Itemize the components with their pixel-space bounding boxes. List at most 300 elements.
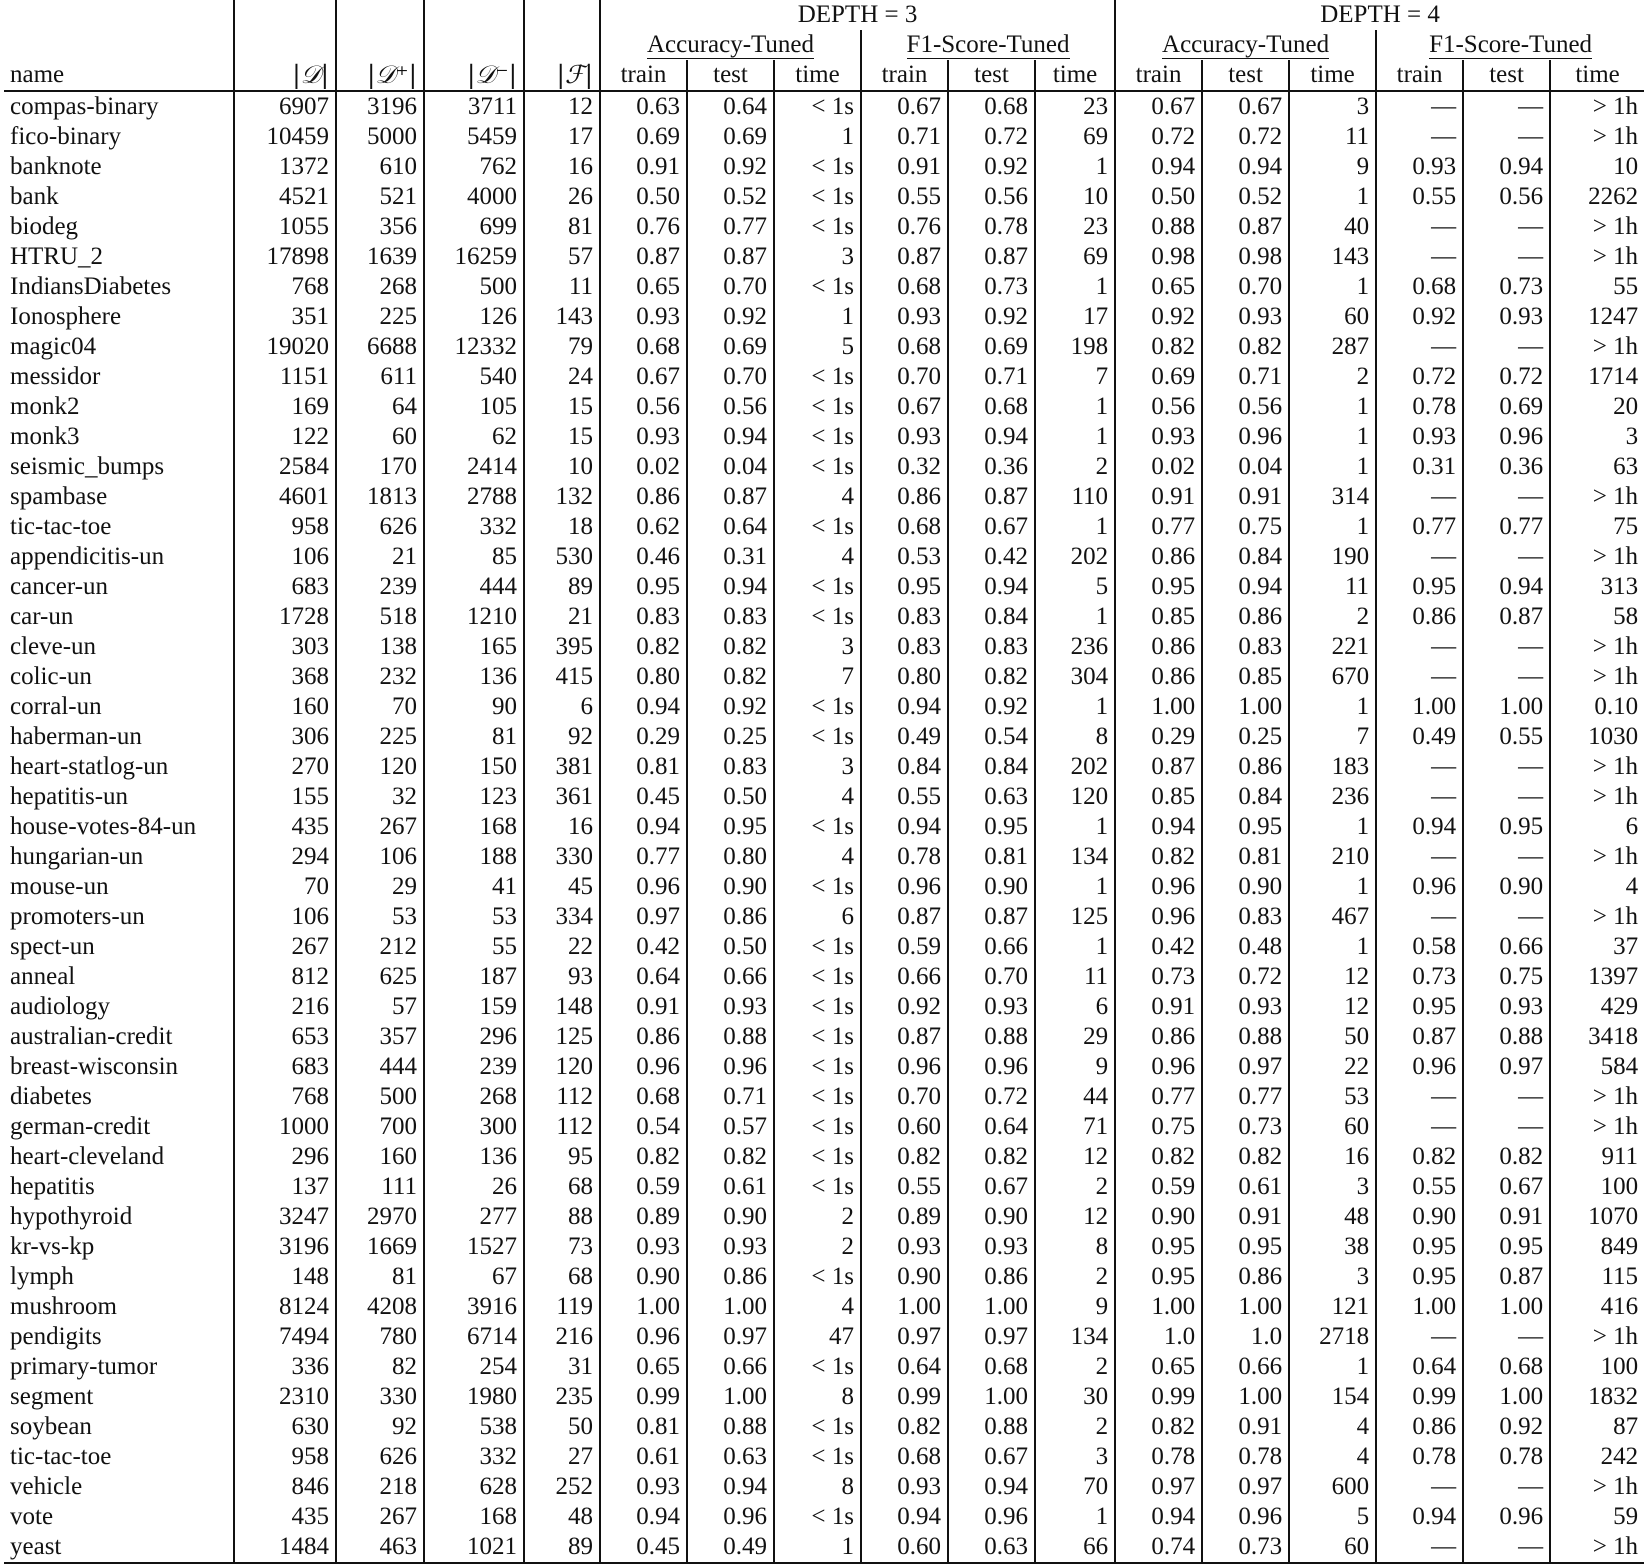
cell-d3-f1-test: 0.92	[948, 152, 1035, 182]
cell-d3-acc-test: 0.63	[687, 1442, 774, 1472]
cell-negatives: 296	[424, 1022, 524, 1052]
cell-d3-acc-time: 3	[774, 632, 861, 662]
cell-d4-f1-time: 59	[1550, 1502, 1644, 1532]
cell-d3-acc-test: 1.00	[687, 1292, 774, 1322]
cell-d4-f1-train: 0.96	[1376, 1052, 1463, 1082]
cell-d3-acc-time: 4	[774, 482, 861, 512]
cell-d4-f1-train: 0.82	[1376, 1142, 1463, 1172]
cell-d4-f1-time: > 1h	[1550, 662, 1644, 692]
cell-name: pendigits	[10, 1323, 102, 1350]
cell-d4-f1-train: —	[1376, 212, 1463, 242]
cell-d3-acc-test: 0.50	[687, 932, 774, 962]
cell-d3-f1-time: 71	[1035, 1112, 1115, 1142]
cell-d3-acc-test: 0.52	[687, 182, 774, 212]
cell-d3-acc-time: 2	[774, 1202, 861, 1232]
table-row	[4, 542, 1644, 572]
cell-d3-f1-train: 0.83	[861, 632, 948, 662]
cell-d3-acc-train: 0.80	[600, 662, 687, 692]
cell-d3-f1-time: 202	[1035, 542, 1115, 572]
cell-d4-acc-train: 0.82	[1115, 332, 1202, 362]
cell-name: magic04	[10, 333, 97, 360]
cell-name: house-votes-84-un	[10, 813, 197, 840]
cell-d3-f1-test: 0.88	[948, 1022, 1035, 1052]
cell-d3-f1-time: 1	[1035, 422, 1115, 452]
cell-negatives: 628	[424, 1472, 524, 1502]
cell-d4-f1-test: —	[1463, 1112, 1550, 1142]
cell-d4-f1-test: —	[1463, 542, 1550, 572]
cell-d3-acc-train: 0.94	[600, 812, 687, 842]
cell-d4-f1-test: 0.97	[1463, 1052, 1550, 1082]
cell-positives: 626	[336, 1442, 424, 1472]
cell-negatives: 136	[424, 1142, 524, 1172]
cell-d3-acc-test: 0.82	[687, 1142, 774, 1172]
cell-features: 17	[524, 122, 600, 152]
table-row	[4, 272, 1644, 302]
table-row	[4, 152, 1644, 182]
cell-d3-f1-time: 44	[1035, 1082, 1115, 1112]
cell-d4-acc-time: 1	[1289, 1352, 1376, 1382]
cell-d4-acc-test: 0.93	[1202, 992, 1289, 1022]
cell-d3-acc-time: < 1s	[774, 602, 861, 632]
cell-d4-f1-time: 115	[1550, 1262, 1644, 1292]
cell-negatives: 26	[424, 1172, 524, 1202]
cell-d3-acc-time: < 1s	[774, 452, 861, 482]
cell-positives: 32	[336, 782, 424, 812]
cell-dataset-size: 19020	[234, 332, 336, 362]
col-header-features: |ℱ|	[524, 60, 600, 91]
cell-positives: 500	[336, 1082, 424, 1112]
cell-d4-f1-train: 0.73	[1376, 962, 1463, 992]
cell-d4-f1-train: 1.00	[1376, 1292, 1463, 1322]
cell-d3-acc-train: 0.83	[600, 602, 687, 632]
cell-d3-acc-time: 47	[774, 1322, 861, 1352]
cell-positives: 53	[336, 902, 424, 932]
cell-d3-acc-time: 3	[774, 752, 861, 782]
cell-d4-f1-time: > 1h	[1550, 842, 1644, 872]
cell-d4-acc-train: 0.91	[1115, 992, 1202, 1022]
cell-d4-f1-time: 58	[1550, 602, 1644, 632]
cell-d4-acc-time: 1	[1289, 512, 1376, 542]
cell-d3-f1-time: 1	[1035, 602, 1115, 632]
cell-features: 361	[524, 782, 600, 812]
cell-features: 395	[524, 632, 600, 662]
cell-d3-acc-time: < 1s	[774, 1172, 861, 1202]
cell-d4-f1-test: 0.66	[1463, 932, 1550, 962]
cell-d4-acc-test: 0.77	[1202, 1082, 1289, 1112]
cell-d3-f1-train: 0.68	[861, 1442, 948, 1472]
cell-d4-acc-test: 0.84	[1202, 782, 1289, 812]
cell-d3-acc-test: 0.71	[687, 1082, 774, 1112]
table-row	[4, 392, 1644, 422]
cell-d4-f1-train: —	[1376, 242, 1463, 272]
cell-d3-acc-train: 0.56	[600, 392, 687, 422]
cell-positives: 64	[336, 392, 424, 422]
cell-d4-acc-train: 0.67	[1115, 91, 1202, 122]
cell-d3-acc-time: < 1s	[774, 1022, 861, 1052]
cell-d4-acc-time: 1	[1289, 872, 1376, 902]
table-row	[4, 182, 1644, 212]
cell-positives: 170	[336, 452, 424, 482]
cell-d3-acc-time: < 1s	[774, 1082, 861, 1112]
cell-name: heart-statlog-un	[10, 753, 169, 780]
cell-d4-acc-test: 0.95	[1202, 812, 1289, 842]
cell-features: 252	[524, 1472, 600, 1502]
cell-d4-acc-test: 1.00	[1202, 1292, 1289, 1322]
cell-d3-acc-train: 0.86	[600, 1022, 687, 1052]
table-row	[4, 752, 1644, 782]
cell-d3-f1-time: 8	[1035, 722, 1115, 752]
cell-features: 18	[524, 512, 600, 542]
cell-d3-f1-time: 10	[1035, 182, 1115, 212]
cell-d3-acc-time: 7	[774, 662, 861, 692]
cell-d3-acc-time: < 1s	[774, 992, 861, 1022]
cell-name: vehicle	[10, 1473, 83, 1500]
cell-d3-acc-test: 0.94	[687, 572, 774, 602]
cell-d3-f1-test: 0.94	[948, 572, 1035, 602]
cell-d3-acc-test: 0.66	[687, 962, 774, 992]
cell-d4-f1-time: 100	[1550, 1172, 1644, 1202]
cell-d3-acc-test: 0.70	[687, 362, 774, 392]
cell-d4-acc-train: 0.97	[1115, 1472, 1202, 1502]
cell-features: 16	[524, 152, 600, 182]
table-row	[4, 1502, 1644, 1532]
cell-d3-acc-time: 4	[774, 842, 861, 872]
cell-d4-f1-time: 584	[1550, 1052, 1644, 1082]
cell-d3-f1-train: 0.93	[861, 1232, 948, 1262]
cell-d4-f1-test: 0.96	[1463, 422, 1550, 452]
cell-d3-f1-test: 0.93	[948, 992, 1035, 1022]
cell-positives: 444	[336, 1052, 424, 1082]
cell-d3-acc-time: < 1s	[774, 91, 861, 122]
cell-features: 95	[524, 1142, 600, 1172]
cell-d3-acc-test: 0.95	[687, 812, 774, 842]
table-row	[4, 1532, 1644, 1563]
cell-d3-f1-train: 0.68	[861, 272, 948, 302]
cell-d4-acc-test: 0.75	[1202, 512, 1289, 542]
cell-name: HTRU_2	[10, 243, 104, 270]
table-row	[4, 122, 1644, 152]
cell-d3-f1-time: 198	[1035, 332, 1115, 362]
cell-d4-acc-time: 7	[1289, 722, 1376, 752]
cell-d3-f1-time: 29	[1035, 1022, 1115, 1052]
cell-d3-f1-train: 0.82	[861, 1412, 948, 1442]
cell-d3-f1-test: 0.94	[948, 1472, 1035, 1502]
cell-dataset-size: 10459	[234, 122, 336, 152]
cell-d3-acc-time: < 1s	[774, 1112, 861, 1142]
cell-d3-f1-test: 0.95	[948, 812, 1035, 842]
cell-d4-acc-train: 0.94	[1115, 1502, 1202, 1532]
col-header-train: train	[600, 60, 687, 91]
cell-d3-acc-train: 0.63	[600, 91, 687, 122]
cell-d4-acc-test: 0.48	[1202, 932, 1289, 962]
table-row	[4, 932, 1644, 962]
cell-name: bank	[10, 183, 59, 210]
cell-d3-f1-test: 0.84	[948, 752, 1035, 782]
cell-d3-f1-train: 0.93	[861, 422, 948, 452]
cell-d3-f1-test: 0.67	[948, 1442, 1035, 1472]
table-row	[4, 212, 1644, 242]
cell-d4-f1-test: 0.73	[1463, 272, 1550, 302]
cell-positives: 4208	[336, 1292, 424, 1322]
cell-d4-acc-train: 0.94	[1115, 152, 1202, 182]
cell-d3-acc-time: < 1s	[774, 362, 861, 392]
cell-d3-acc-test: 0.87	[687, 482, 774, 512]
cell-negatives: 538	[424, 1412, 524, 1442]
cell-d3-acc-train: 0.82	[600, 632, 687, 662]
cell-d3-acc-train: 0.89	[600, 1202, 687, 1232]
cell-name: banknote	[10, 153, 102, 180]
cell-d4-acc-time: 11	[1289, 122, 1376, 152]
cell-name: cancer-un	[10, 573, 109, 600]
cell-d4-acc-train: 0.95	[1115, 1232, 1202, 1262]
cell-d4-acc-time: 1	[1289, 182, 1376, 212]
cell-d4-f1-train: 0.95	[1376, 992, 1463, 1022]
cell-negatives: 165	[424, 632, 524, 662]
cell-d4-f1-time: > 1h	[1550, 1472, 1644, 1502]
cell-d3-f1-time: 134	[1035, 1322, 1115, 1352]
cell-d3-f1-time: 70	[1035, 1472, 1115, 1502]
cell-d4-acc-test: 0.85	[1202, 662, 1289, 692]
cell-d3-acc-train: 0.94	[600, 1502, 687, 1532]
cell-features: 68	[524, 1262, 600, 1292]
cell-features: 530	[524, 542, 600, 572]
cell-d4-f1-test: 0.91	[1463, 1202, 1550, 1232]
cell-d4-f1-test: 0.87	[1463, 1262, 1550, 1292]
cell-features: 21	[524, 602, 600, 632]
cell-d4-acc-time: 22	[1289, 1052, 1376, 1082]
cell-d4-acc-test: 0.98	[1202, 242, 1289, 272]
cell-name: hungarian-un	[10, 843, 144, 870]
cell-d4-acc-time: 60	[1289, 1112, 1376, 1142]
cell-features: 16	[524, 812, 600, 842]
cell-features: 31	[524, 1352, 600, 1382]
cell-features: 125	[524, 1022, 600, 1052]
cell-d4-acc-train: 0.73	[1115, 962, 1202, 992]
cell-d4-acc-train: 0.94	[1115, 812, 1202, 842]
table-row	[4, 992, 1644, 1022]
cell-d4-acc-train: 0.92	[1115, 302, 1202, 332]
cell-positives: 5000	[336, 122, 424, 152]
depth3-f1-tuned-header: F1-Score-Tuned	[861, 30, 1115, 60]
cell-positives: 3196	[336, 91, 424, 122]
cell-d4-f1-train: —	[1376, 782, 1463, 812]
cell-dataset-size: 1372	[234, 152, 336, 182]
cell-d4-f1-train: 0.95	[1376, 1232, 1463, 1262]
cell-d3-acc-test: 0.82	[687, 632, 774, 662]
cell-d3-acc-time: 5	[774, 332, 861, 362]
cell-dataset-size: 267	[234, 932, 336, 962]
cell-dataset-size: 3196	[234, 1232, 336, 1262]
cell-d3-acc-train: 0.90	[600, 1262, 687, 1292]
cell-d4-f1-train: 0.94	[1376, 1502, 1463, 1532]
cell-d3-f1-train: 0.68	[861, 512, 948, 542]
col-header-time: time	[1289, 60, 1376, 91]
cell-positives: 700	[336, 1112, 424, 1142]
table-row	[4, 1142, 1644, 1172]
cell-dataset-size: 1484	[234, 1532, 336, 1563]
cell-d4-acc-train: 0.98	[1115, 242, 1202, 272]
cell-d4-f1-test: 0.95	[1463, 812, 1550, 842]
cell-d3-acc-train: 0.93	[600, 302, 687, 332]
cell-d3-acc-time: 2	[774, 1232, 861, 1262]
cell-d3-acc-train: 0.65	[600, 272, 687, 302]
cell-d4-acc-time: 183	[1289, 752, 1376, 782]
table-row	[4, 632, 1644, 662]
cell-d4-f1-time: 3418	[1550, 1022, 1644, 1052]
cell-d4-acc-time: 1	[1289, 452, 1376, 482]
cell-d4-f1-train: 0.55	[1376, 1172, 1463, 1202]
cell-negatives: 6714	[424, 1322, 524, 1352]
cell-d3-acc-time: < 1s	[774, 962, 861, 992]
cell-d4-f1-test: —	[1463, 842, 1550, 872]
cell-dataset-size: 137	[234, 1172, 336, 1202]
depth4-accuracy-tuned-header: Accuracy-Tuned	[1115, 30, 1376, 60]
cell-name: Ionosphere	[10, 303, 122, 330]
cell-d3-f1-time: 1	[1035, 932, 1115, 962]
cell-d4-f1-train: —	[1376, 542, 1463, 572]
cell-d4-acc-train: 1.00	[1115, 692, 1202, 722]
cell-d3-acc-test: 0.86	[687, 902, 774, 932]
cell-d4-acc-time: 210	[1289, 842, 1376, 872]
cell-d3-f1-train: 0.55	[861, 182, 948, 212]
cell-d3-acc-test: 1.00	[687, 1382, 774, 1412]
cell-negatives: 3711	[424, 91, 524, 122]
cell-d3-f1-test: 0.97	[948, 1322, 1035, 1352]
cell-d3-acc-time: < 1s	[774, 422, 861, 452]
cell-negatives: 159	[424, 992, 524, 1022]
cell-d3-f1-test: 0.56	[948, 182, 1035, 212]
cell-positives: 239	[336, 572, 424, 602]
cell-name: primary-tumor	[10, 1353, 158, 1380]
cell-d4-acc-test: 0.71	[1202, 362, 1289, 392]
cell-d3-acc-test: 0.66	[687, 1352, 774, 1382]
cell-d3-acc-test: 0.69	[687, 332, 774, 362]
cell-positives: 521	[336, 182, 424, 212]
cell-d4-f1-test: 0.96	[1463, 1502, 1550, 1532]
cell-negatives: 3916	[424, 1292, 524, 1322]
cell-dataset-size: 70	[234, 872, 336, 902]
cell-d4-acc-train: 0.42	[1115, 932, 1202, 962]
cell-d3-f1-test: 0.94	[948, 422, 1035, 452]
cell-d3-f1-test: 0.63	[948, 1532, 1035, 1563]
cell-features: 112	[524, 1112, 600, 1142]
cell-d3-f1-test: 0.82	[948, 662, 1035, 692]
cell-d3-f1-time: 2	[1035, 1262, 1115, 1292]
cell-d4-acc-test: 0.25	[1202, 722, 1289, 752]
cell-name: monk3	[10, 423, 80, 450]
cell-positives: 463	[336, 1532, 424, 1563]
table-row	[4, 872, 1644, 902]
cell-name: promoters-un	[10, 903, 145, 930]
cell-d4-acc-test: 0.86	[1202, 1262, 1289, 1292]
cell-d3-acc-time: < 1s	[774, 812, 861, 842]
cell-d3-acc-test: 0.77	[687, 212, 774, 242]
cell-d3-f1-test: 0.64	[948, 1112, 1035, 1142]
cell-d4-f1-test: 0.75	[1463, 962, 1550, 992]
table-row	[4, 242, 1644, 272]
cell-d4-f1-time: 1070	[1550, 1202, 1644, 1232]
cell-d3-acc-test: 0.93	[687, 1232, 774, 1262]
cell-d4-acc-train: 0.29	[1115, 722, 1202, 752]
cell-d3-f1-test: 0.72	[948, 1082, 1035, 1112]
cell-name: mushroom	[10, 1293, 117, 1320]
cell-d3-acc-train: 0.96	[600, 1052, 687, 1082]
cell-dataset-size: 1728	[234, 602, 336, 632]
cell-d3-f1-test: 0.66	[948, 932, 1035, 962]
cell-features: 79	[524, 332, 600, 362]
cell-d3-f1-time: 6	[1035, 992, 1115, 1022]
cell-dataset-size: 1151	[234, 362, 336, 392]
cell-d4-acc-train: 0.78	[1115, 1442, 1202, 1472]
cell-d4-f1-train: —	[1376, 752, 1463, 782]
cell-d4-acc-test: 0.82	[1202, 1142, 1289, 1172]
cell-d4-f1-time: 63	[1550, 452, 1644, 482]
cell-d3-acc-test: 0.90	[687, 1202, 774, 1232]
cell-d3-acc-time: 1	[774, 122, 861, 152]
cell-negatives: 2788	[424, 482, 524, 512]
cell-d3-f1-train: 0.96	[861, 1052, 948, 1082]
cell-positives: 626	[336, 512, 424, 542]
cell-d3-acc-test: 0.64	[687, 512, 774, 542]
cell-name: biodeg	[10, 213, 79, 240]
cell-d4-acc-train: 1.0	[1115, 1322, 1202, 1352]
cell-d4-acc-time: 121	[1289, 1292, 1376, 1322]
cell-d4-acc-train: 0.85	[1115, 602, 1202, 632]
cell-d3-f1-time: 2	[1035, 1352, 1115, 1382]
cell-d4-acc-test: 0.52	[1202, 182, 1289, 212]
cell-dataset-size: 2584	[234, 452, 336, 482]
cell-d3-f1-test: 0.67	[948, 512, 1035, 542]
cell-d4-f1-test: 0.92	[1463, 1412, 1550, 1442]
cell-d4-acc-test: 0.81	[1202, 842, 1289, 872]
cell-d4-acc-test: 0.88	[1202, 1022, 1289, 1052]
cell-d4-f1-test: 0.82	[1463, 1142, 1550, 1172]
cell-d4-acc-train: 0.72	[1115, 122, 1202, 152]
cell-d3-f1-time: 1	[1035, 392, 1115, 422]
cell-d4-acc-time: 600	[1289, 1472, 1376, 1502]
table-row	[4, 1262, 1644, 1292]
cell-d4-acc-time: 12	[1289, 962, 1376, 992]
cell-name: seismic_bumps	[10, 453, 165, 480]
cell-d3-f1-time: 1	[1035, 272, 1115, 302]
cell-d4-acc-time: 1	[1289, 422, 1376, 452]
cell-d4-f1-time: 313	[1550, 572, 1644, 602]
cell-d3-acc-time: < 1s	[774, 722, 861, 752]
table-row	[4, 512, 1644, 542]
cell-dataset-size: 160	[234, 692, 336, 722]
cell-features: 93	[524, 962, 600, 992]
cell-name: mouse-un	[10, 873, 109, 900]
cell-d3-f1-train: 0.93	[861, 302, 948, 332]
cell-d3-acc-train: 0.42	[600, 932, 687, 962]
cell-d3-acc-test: 0.04	[687, 452, 774, 482]
cell-features: 26	[524, 182, 600, 212]
cell-features: 119	[524, 1292, 600, 1322]
cell-d3-f1-train: 0.66	[861, 962, 948, 992]
cell-d3-acc-test: 0.70	[687, 272, 774, 302]
cell-positives: 212	[336, 932, 424, 962]
cell-positives: 225	[336, 722, 424, 752]
cell-dataset-size: 1055	[234, 212, 336, 242]
cell-d4-f1-time: 416	[1550, 1292, 1644, 1322]
cell-d4-acc-time: 2	[1289, 362, 1376, 392]
cell-d3-acc-train: 0.61	[600, 1442, 687, 1472]
cell-d4-f1-test: —	[1463, 122, 1550, 152]
cell-d4-f1-time: > 1h	[1550, 91, 1644, 122]
cell-d3-f1-train: 0.96	[861, 872, 948, 902]
cell-features: 10	[524, 452, 600, 482]
table-row	[4, 1232, 1644, 1262]
